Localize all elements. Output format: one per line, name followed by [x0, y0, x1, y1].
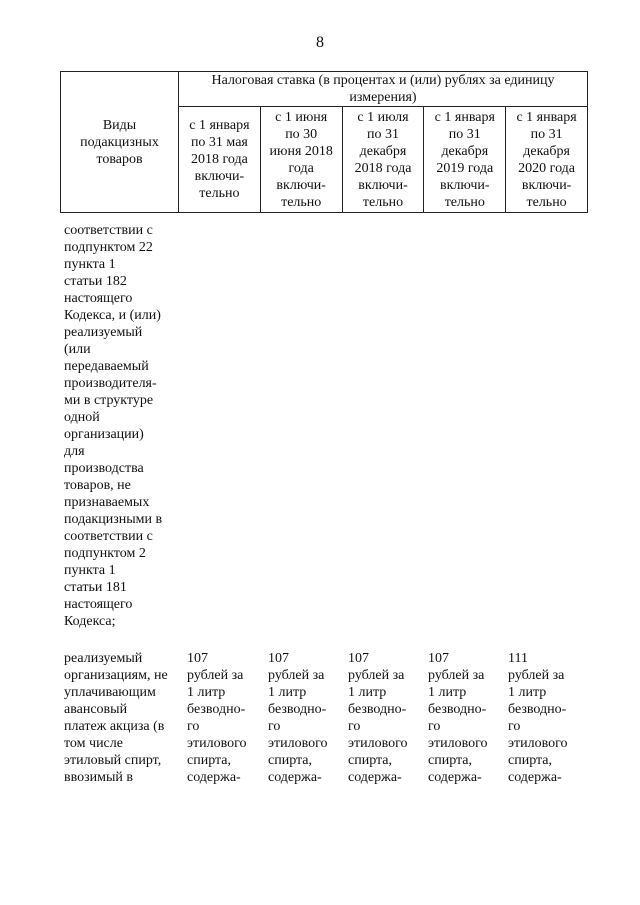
continued-goods-description: соответствии с подпунктом 22 пункта 1 статьи 182 настоящего Кодекса, и (или) реализуемый (или передаваемый производителя- ми в структуре одной организации) для производства товаров, не признаваемых подакцизными в соответствии с подпунктом 2 пункта 1 статьи 181 настоящего Кодекса;	[64, 223, 163, 629]
rate-cell: 107 рублей за 1 литр безводно- го этилового спирта, содержа-	[268, 651, 328, 785]
period-header: с 1 июля по 31 декабря 2018 года включи- тельно	[342, 107, 424, 213]
period-header: с 1 января по 31 мая 2018 года включи- тельно	[179, 107, 261, 213]
goods-type-header: Виды подакцизных товаров	[61, 72, 179, 213]
rate-cell: 107 рублей за 1 литр безводно- го этилового спирта, содержа-	[428, 651, 488, 785]
period-header: с 1 января по 31 декабря 2020 года включи- тельно	[506, 107, 588, 213]
period-header: с 1 января по 31 декабря 2019 года включи- тельно	[424, 107, 506, 213]
page-number: 8	[316, 34, 324, 51]
period-header: с 1 июня по 30 июня 2018 года включи- тельно	[260, 107, 342, 213]
tax-rate-table-header	[60, 71, 588, 213]
rate-cell: 107 рублей за 1 литр безводно- го этилового спирта, содержа-	[187, 651, 247, 785]
rate-cell: 111 рублей за 1 литр безводно- го этилового спирта, содержа-	[508, 651, 568, 785]
rate-cell: 107 рублей за 1 литр безводно- го этилового спирта, содержа-	[348, 651, 408, 785]
tax-rate-header: Налоговая ставка (в процентах и (или) рублях за единицу измерения)	[179, 72, 588, 107]
goods-description: реализуемый организациям, не уплачивающим авансовый платеж акциза (в том числе этиловый спирт, ввозимый в	[64, 651, 168, 785]
